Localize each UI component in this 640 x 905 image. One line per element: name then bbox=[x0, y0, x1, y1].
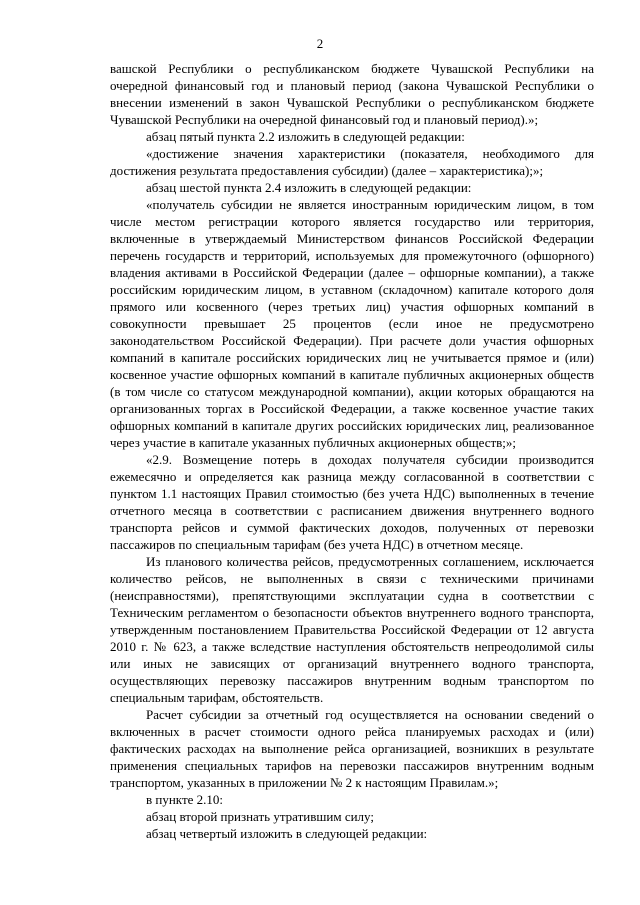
paragraph-quote-offshore: «получатель субсидии не является иностранным юридическим лицом, в том числе местом регистрации которого является государство или территория, включенные в утверждаемый Министерством финансов Российской Федерации перечень государств и территорий, используемых для промежуточного (офшорного) владения активами в Российской Федерации (далее – офшорные компании), а также российским юридическим лицом, в уставном (складочном) капитале которого доля прямого или косвенного (через третьих лиц) участия офшорных компаний в совокупности превышает 25 процентов (если иное не предусмотрено законодательством Российской Федерации). При расчете доли участия офшорных компаний в капитале российских юридических лиц не учитывается прямое и (или) косвенное участие офшорных компаний в капитале публичных акционерных обществ (в том числе со статусом международной компании), акции которых обращаются на организованных торгах в Российской Федерации, а также косвенное участие таких офшорных компаний в капитале других российских юридических лиц, реализованное через участие в капитале указанных публичных акционерных обществ;»; bbox=[110, 197, 594, 450]
paragraph-fourth-amend: абзац четвертый изложить в следующей редакции: bbox=[146, 826, 428, 841]
paragraph-amendment-2-4: абзац шестой пункта 2.4 изложить в следующей редакции: bbox=[146, 180, 472, 195]
paragraph-amendment-2-2: абзац пятый пункта 2.2 изложить в следующей редакции: bbox=[146, 129, 465, 144]
paragraph-subsidy-calculation: Расчет субсидии за отчетный год осуществляется на основании сведений о включенных в расчет стоимости одного рейса планируемых расходах и (или) фактических расходах на выполнение рейса организацией, возникших в результате применения специальных тарифов на перевозки пассажиров внутренним водным транспортом, указанных в приложении № 2 к настоящим Правилам.»; bbox=[110, 707, 594, 790]
paragraph-clause-2-9: «2.9. Возмещение потерь в доходах получателя субсидии производится ежемесячно и определяется как разница между согласованной в соответствии с пунктом 1.1 настоящих Правил стоимостью (без учета НДС) выполненных в течение отчетного месяца в соответствии с расписанием движения внутреннего водного транспорта рейсов и суммой фактических доходов, полученных от перевозки пассажиров по специальным тарифам (без учета НДС) в отчетном месяце. bbox=[110, 452, 594, 552]
paragraph-quote-characteristic: «достижение значения характеристики (показателя, необходимого для достижения результата предоставления субсидии) (далее – характеристика);»; bbox=[110, 146, 594, 178]
page-number: 2 bbox=[316, 36, 324, 51]
paragraph-second-void: абзац второй признать утратившим силу; bbox=[146, 809, 374, 824]
paragraph-clause-2-10: в пункте 2.10: bbox=[146, 792, 224, 807]
paragraph-continuation: вашской Республики о республиканском бюджете Чувашской Республики на очередной финансовый год и плановый период (закона Чувашской Республики о внесении изменений в закон Чувашской Республики о республиканском бюджете Чувашской Республики на очередной финансовый год и плановый период).»; bbox=[110, 61, 594, 127]
paragraph-planned-trips: Из планового количества рейсов, предусмотренных соглашением, исключается количество рейсов, не выполненных в связи с техническими причинами (неисправностями), препятствующими эксплуатации судна в соответствии с Техническим регламентом о безопасности объектов внутреннего водного транспорта, утвержденным постановлением Правительства Российской Федерации от 12 августа 2010 г. № 623, а также вследствие наступления обстоятельств непреодолимой силы или иных не зависящих от организаций внутреннего водного транспорта, осуществляющих перевозку пассажиров внутренним водным транспортом по специальным тарифам, обстоятельств. bbox=[110, 554, 594, 705]
document-body bbox=[110, 60, 594, 842]
